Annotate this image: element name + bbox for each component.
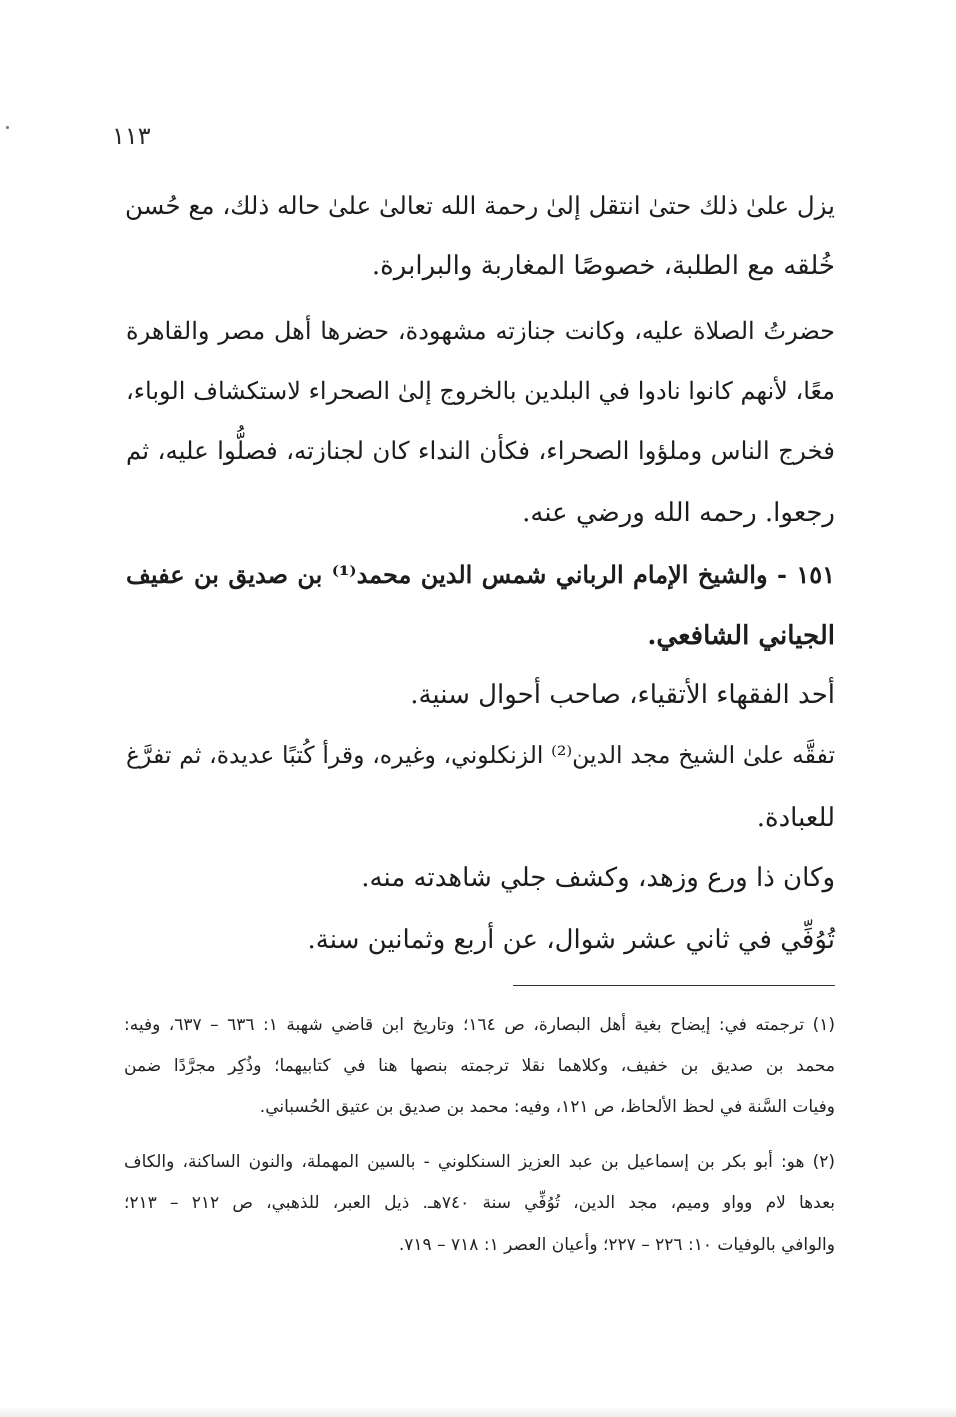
footnote-line: (٢) هو: أبو بكر بن إسماعيل بن عبد العزيز السنكلوني - بالسين المهملة، والنون الساكنة، والكاف — [124, 1152, 835, 1172]
body-line: حضرتُ الصلاة عليه، وكانت جنازته مشهودة، حضرها أهل مصر والقاهرة — [126, 317, 835, 345]
footnote-line: وفيات السَّنة في لحظ الألحاظ، ص ١٢١، وفيه: محمد بن صديق بن عتيق الحُسباني. — [259, 1097, 835, 1117]
body-line: أحد الفقهاء الأتقياء، صاحب أحوال سنية. — [410, 680, 835, 710]
page-number: ١١٣ — [112, 122, 151, 150]
footnote-line: (١) ترجمته في: إيضاح بغية أهل البصارة، ص ١٦٤؛ وتاريخ ابن قاضي شهبة ١: ٦٣٦ – ٦٣٧، وفيه: — [124, 1015, 835, 1035]
footnote-separator — [513, 985, 835, 986]
page-bottom-edge — [0, 1407, 956, 1417]
footnote-line: والوافي بالوفيات ١٠: ٢٢٦ – ٢٢٧؛ وأعيان العصر ١: ٧١٨ – ٧١٩. — [398, 1235, 835, 1255]
entry-heading: ١٥١ - والشيخ الإمام الرباني شمس الدين محمد⁽¹⁾ بن صديق بن عفيف — [126, 560, 835, 589]
body-line: تُوُفِّي في ثاني عشر شوال، عن أربع وثمانين سنة. — [307, 925, 835, 955]
body-line: رجعوا. رحمه الله ورضي عنه. — [522, 498, 835, 528]
body-line: معًا، لأنهم كانوا نادوا في البلدين بالخروج إلىٰ الصحراء لاستكشاف الوباء، — [126, 377, 835, 405]
scan-speck — [6, 126, 9, 129]
body-line: تفقَّه علىٰ الشيخ مجد الدين⁽²⁾ الزنكلوني، وغيره، وقرأ كُتبًا عديدة، ثم تفرَّغ — [126, 741, 835, 769]
body-line: خُلقه مع الطلبة، خصوصًا المغاربة والبرابرة. — [371, 251, 835, 281]
body-line: فخرج الناس وملؤوا الصحراء، فكأن النداء كان لجنازته، فصلُّوا عليه، ثم — [126, 436, 835, 465]
entry-heading: الجياني الشافعي. — [647, 621, 835, 651]
body-line: وكان ذا ورع وزهد، وكشف جلي شاهدته منه. — [361, 863, 835, 893]
body-line: يزل علىٰ ذلك حتىٰ انتقل إلىٰ رحمة الله تعالىٰ علىٰ حاله ذلك، مع حُسن — [124, 191, 835, 220]
footnote-line: محمد بن صديق بن خفيف، وكلاهما نقلا ترجمته بنصها هنا في كتابيهما؛ وذُكِر مجرَّدًا ضمن — [124, 1056, 835, 1076]
body-line: للعبادة. — [756, 803, 835, 833]
footnote-line: بعدها لام وواو وميم، مجد الدين، تُوُفِّي سنة ٧٤٠هـ. ذيل العبر، للذهبي، ص ٢١٢ – ٢١٣؛ — [124, 1193, 836, 1213]
